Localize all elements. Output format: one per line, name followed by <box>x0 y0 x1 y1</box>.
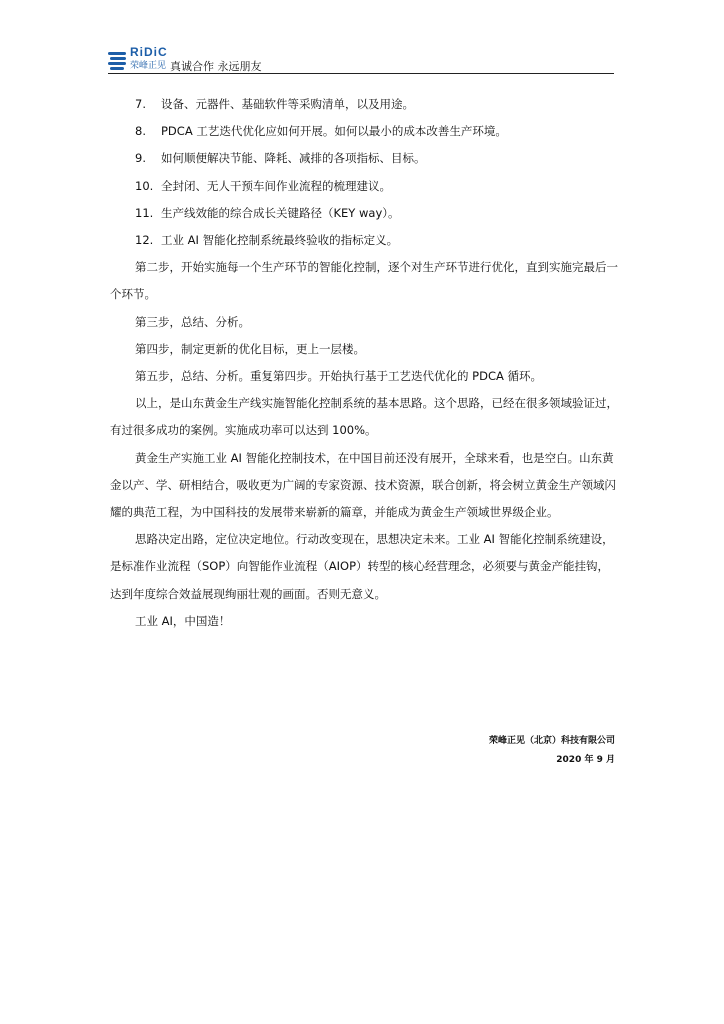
list-item-text: 生产线效能的综合成长关键路径（KEY way）。 <box>161 205 400 220</box>
paragraph-step-two: 第二步，开始实施每一个生产环节的智能化控制，逐个对生产环节进行优化，直到实施完最后一个环节。 <box>110 260 618 302</box>
list-item <box>110 91 618 118</box>
paragraph-step-four: 第四步，制定更新的优化目标，更上一层楼。 <box>135 341 365 356</box>
list-item <box>110 145 618 172</box>
paragraph-gold-production: 黄金生产实施工业 AI 智能化控制技术，在中国目前还没有展开，全球来看，也是空白。山东黄金以产、学、研相结合，吸收更为广阔的专家资源、技术资源，联合创新，将会树立黄金生产领域闪耀的典范工程，为中国科技的发展带来崭新的篇章，并能成为黄金生产领域世界级企业。 <box>110 450 616 520</box>
list-item <box>110 200 618 227</box>
list-item-text: 全封闭、无人干预车间作业流程的梳理建议。 <box>161 178 391 193</box>
list-item-text: 设备、元器件、基础软件等采购清单，以及用途。 <box>161 97 414 111</box>
list-item-text: PDCA 工艺迭代优化应如何开展。如何以最小的成本改善生产环境。 <box>161 124 507 139</box>
paragraph-slogan: 工业 AI，中国造！ <box>135 613 231 628</box>
list-item-text: 如何顺便解决节能、降耗、减排的各项指标、目标。 <box>161 151 426 166</box>
page-header <box>108 46 614 74</box>
list-item-number: 12. <box>135 233 154 248</box>
paragraph-step-three: 第三步，总结、分析。 <box>135 314 250 329</box>
signature-company: 荣峰正见（北京）科技有限公司 <box>488 736 615 746</box>
signature-date: 2020 年 9 月 <box>556 755 615 765</box>
paragraph-step-five: 第五步，总结、分析。重复第四步。开始执行基于工艺迭代优化的 PDCA 循环。 <box>135 369 542 384</box>
document-body <box>110 91 618 635</box>
list-item-number: 8. <box>135 124 146 139</box>
brand-subtitle: 荣峰正见 <box>130 61 167 71</box>
list-item <box>110 227 618 254</box>
list-item-number: 10. <box>135 178 154 193</box>
paragraph-summary: 以上，是山东黄金生产线实施智能化控制系统的基本思路。这个思路，已经在很多领域验证过，有过很多成功的案例。实施成功率可以达到 100%。 <box>110 396 618 438</box>
list-item-text: 工业 AI 智能化控制系统最终验收的指标定义。 <box>161 233 399 248</box>
paragraph-conclusion: 思路决定出路，定位决定地位。行动改变现在，思想决定未来。工业 AI 智能化控制系统建设，是标准作业流程（SOP）向智能作业流程（AIOP）转型的核心经营理念，必须要与黄金产能挂钩，达到年度综合效益展现绚丽壮观的画面。否则无意义。 <box>110 532 614 601</box>
list-item <box>110 173 618 200</box>
list-item <box>110 118 618 145</box>
list-item-number: 7. <box>135 97 146 111</box>
list-item-number: 9. <box>135 151 146 166</box>
list-item-number: 11. <box>135 205 154 220</box>
header-slogan: 真诚合作 永远朋友 <box>170 60 262 73</box>
brand-name: RiDiC <box>130 45 168 59</box>
header-divider <box>108 73 614 74</box>
